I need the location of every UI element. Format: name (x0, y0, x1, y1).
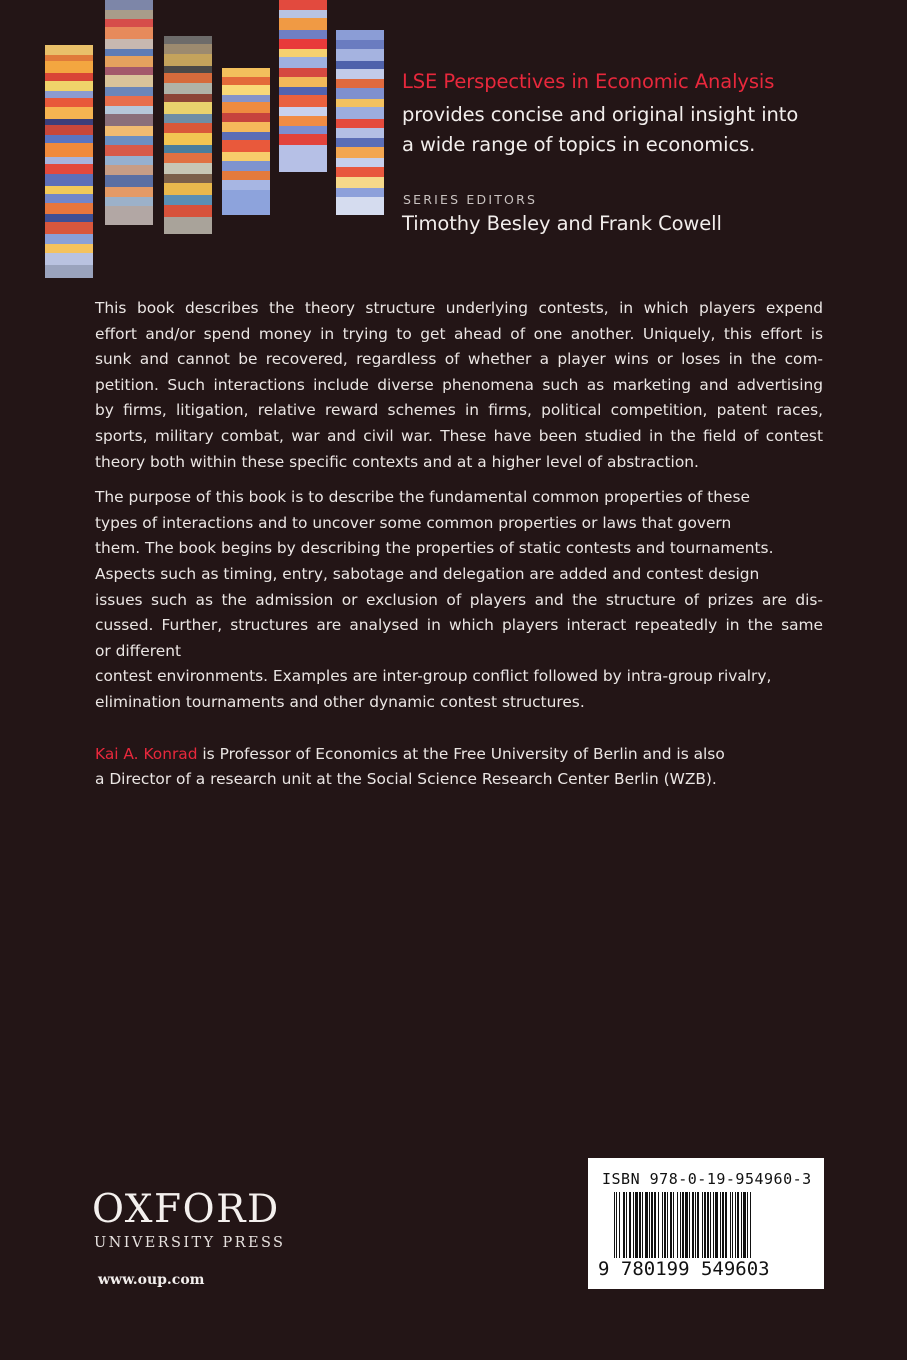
barcode-bar (685, 1192, 688, 1258)
barcode-bar (654, 1192, 656, 1258)
stripe-bar-5 (279, 0, 327, 172)
series-description (402, 100, 842, 160)
description-line: petition. Such interactions include diverse phenomena such as marketing and advertising (95, 375, 823, 394)
barcode-bar (725, 1192, 727, 1258)
barcode-bar (704, 1192, 706, 1258)
description-line: contest environments. Examples are inter-group conflict followed by intra-group rivalry, (95, 667, 772, 686)
description-paragraph-1 (95, 296, 823, 475)
barcode-bar (667, 1192, 668, 1258)
description-line: or different (95, 641, 182, 660)
description-line: theory both within these specific contexts and at a higher level of abstraction. (95, 452, 699, 471)
barcode-bar (697, 1192, 699, 1258)
description-line: cussed. Further, structures are analysed in which players interact repeatedly in the same (95, 616, 823, 635)
barcode-bar (614, 1192, 615, 1258)
barcode-bar (664, 1192, 666, 1258)
series-editors-label: SERIES EDITORS (403, 192, 538, 207)
author-bio-line: a Director of a research unit at the Social Science Research Center Berlin (WZB). (95, 770, 717, 789)
isbn-label: ISBN 978-0-19-954960-3 (602, 1170, 812, 1188)
description-line: The purpose of this book is to describe the fundamental common properties of these (95, 488, 750, 507)
barcode-bar (710, 1192, 711, 1258)
series-description-line: a wide range of topics in economics. (402, 133, 756, 156)
barcode-bar (670, 1192, 672, 1258)
barcode-bar (713, 1192, 714, 1258)
description-line: types of interactions and to uncover some common properties or laws that govern (95, 513, 732, 532)
book-description (95, 296, 823, 803)
stripe-bar-1 (45, 45, 93, 278)
series-title: LSE Perspectives in Economic Analysis (402, 70, 775, 93)
barcode-bar (642, 1192, 643, 1258)
author-bio-text: is Professor of Economics at the Free University of Berlin and is also (197, 744, 725, 763)
author-name: Kai A. Konrad (95, 744, 198, 763)
barcode-bar (619, 1192, 620, 1258)
publisher-logo-name: OXFORD (92, 1187, 280, 1232)
description-line: sunk and cannot be recovered, regardless of whether a player wins or loses in the com- (95, 350, 823, 369)
cover-art-stripes (0, 0, 400, 285)
barcode-bar (623, 1192, 625, 1258)
barcode-bar (689, 1192, 690, 1258)
stripe-bar-2 (105, 0, 153, 235)
barcode-bar (735, 1192, 736, 1258)
barcode-bar (633, 1192, 634, 1258)
barcode-bar (695, 1192, 696, 1258)
barcode-bar (692, 1192, 694, 1258)
series-description-line: provides concise and original insight into (402, 103, 799, 126)
publisher-website: www.oup.com (98, 1272, 205, 1288)
barcode-bar (651, 1192, 653, 1258)
series-editors-names: Timothy Besley and Frank Cowell (402, 212, 722, 235)
isbn-barcode (588, 1158, 824, 1289)
barcode-bar (635, 1192, 638, 1258)
barcode-bar (673, 1192, 674, 1258)
barcode-bar (629, 1192, 631, 1258)
description-line: by firms, litigation, relative reward schemes in firms, political competition, patent races, (95, 401, 823, 420)
barcode-digits: 9 780199 549603 (598, 1258, 770, 1280)
barcode-bar (680, 1192, 681, 1258)
barcode-bar (707, 1192, 709, 1258)
barcode-bar (682, 1192, 684, 1258)
barcode-bar (626, 1192, 627, 1258)
barcode-bar (743, 1192, 746, 1258)
barcode-bar (616, 1192, 617, 1258)
barcode-bar (715, 1192, 718, 1258)
barcode-bar (645, 1192, 648, 1258)
stripe-bar-3 (164, 36, 212, 254)
barcode-bar (747, 1192, 748, 1258)
barcode-bar (639, 1192, 641, 1258)
author-bio-line (95, 742, 823, 768)
description-line: them. The book begins by describing the properties of static contests and tournaments. (95, 539, 774, 558)
author-bio (95, 742, 823, 793)
barcode-bar (722, 1192, 724, 1258)
barcode-bar (750, 1192, 751, 1258)
barcode-bar (741, 1192, 742, 1258)
publisher-subtitle: UNIVERSITY PRESS (94, 1235, 286, 1251)
description-line: Aspects such as timing, entry, sabotage and delegation are added and contest design (95, 564, 760, 583)
description-paragraph-2 (95, 485, 823, 715)
description-line: sports, military combat, war and civil war. These have been studied in the field of contest (95, 426, 823, 445)
description-line: issues such as the admission or exclusion of players and the structure of prizes are dis- (95, 590, 823, 609)
barcode-bar (658, 1192, 659, 1258)
barcode-bar (702, 1192, 703, 1258)
barcode-bar (737, 1192, 739, 1258)
description-line: effort and/or spend money in trying to get ahead of one another. Uniquely, this effort is (95, 324, 823, 343)
stripe-bar-6 (336, 30, 384, 235)
barcode-bar (720, 1192, 721, 1258)
barcode-bar (732, 1192, 733, 1258)
description-line: This book describes the theory structure underlying contests, in which players expend (95, 299, 823, 317)
barcode-bar (649, 1192, 650, 1258)
stripe-bar-4 (222, 68, 270, 215)
barcode-bar (662, 1192, 663, 1258)
barcode-bar (730, 1192, 731, 1258)
description-line: elimination tournaments and other dynamic contest structures. (95, 692, 585, 711)
barcode-bar (677, 1192, 678, 1258)
